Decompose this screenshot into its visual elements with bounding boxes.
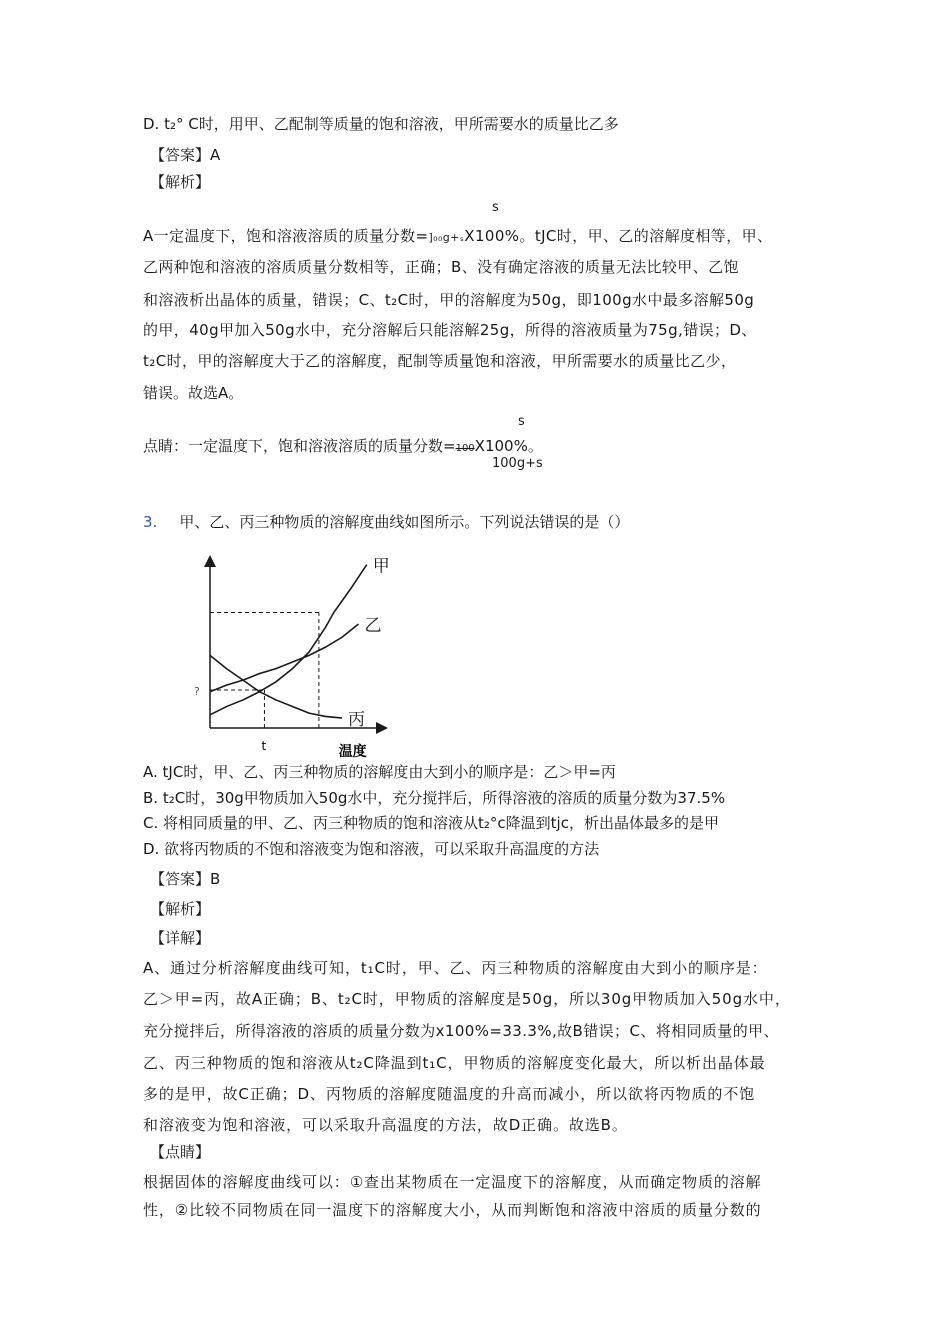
q3-option-b: B. t₂C时，30g甲物质加入50g水中，充分搅拌后，所得溶液的溶质的质量分数为37.5% xyxy=(143,789,726,807)
series-line-3 xyxy=(210,655,342,718)
q3-detail-line-6: 和溶液变为饱和溶液，可以采取升高温度的方法，故D正确。故选B。 xyxy=(143,1116,628,1134)
q3-detail-label: 【详解】 xyxy=(150,929,211,947)
q2-analysis-line-6: 错误。故选A。 xyxy=(143,384,244,402)
q3-analysis-label: 【解析】 xyxy=(150,900,211,918)
q3-detail-line-4: 乙、丙三种物质的饱和溶液从t₂C降温到t₁C，甲物质的溶解度变化最大，所以析出晶体最 xyxy=(143,1054,766,1072)
solubility-chart xyxy=(185,548,405,758)
x-tick-label: t xyxy=(261,739,267,753)
q3-tip-line-1: 根据固体的溶解度曲线可以：①查出某物质在一定温度下的溶解度，从而确定物质的溶解 xyxy=(143,1173,762,1191)
series-label-1: 甲 xyxy=(372,556,390,577)
q2-tip-fraction-denominator: 100g+s xyxy=(492,456,543,471)
q3-option-d: D. 欲将丙物质的不饱和溶液变为饱和溶液，可以采取升高温度的方法 xyxy=(143,840,600,858)
q3-detail-line-2: 乙＞甲=丙，故A正确；B、t₂C时，甲物质的溶解度是50g，所以30g甲物质加入50g水中， xyxy=(143,990,791,1008)
q2-option-d: D. t₂° C时，用甲、乙配制等质量的饱和溶液，甲所需要水的质量比乙多 xyxy=(143,115,619,133)
q2-analysis-line-2: 乙两种饱和溶液的溶质质量分数相等，正确；B、没有确定溶液的质量无法比较甲、乙饱 xyxy=(143,258,739,276)
q3-tip-line-2: 性，②比较不同物质在同一温度下的溶解度大小，从而判断饱和溶液中溶质的质量分数的 xyxy=(143,1201,762,1219)
q3-detail-line-1: A、通过分析溶解度曲线可知，t₁C时，甲、乙、丙三种物质的溶解度由大到小的顺序是： xyxy=(143,959,768,977)
q2-analysis-line-1: A一定温度下，饱和溶液溶质的质量分数=]₀₀g+ₛX100%。tJC时，甲、乙的溶解度相等，甲、 xyxy=(143,227,773,245)
series-label-2: 乙 xyxy=(364,616,382,637)
series-line-1 xyxy=(210,565,367,715)
q2-analysis-line-3: 和溶液析出晶体的质量，错误；C、t₂C时，甲的溶解度为50g，即100g水中最多溶解50g xyxy=(143,291,755,309)
x-axis-label: 温度 xyxy=(338,744,367,758)
q3-detail-line-5: 多的是甲，故C正确；D、丙物质的溶解度随温度的升高而减小，所以欲将丙物质的不饱 xyxy=(143,1085,756,1103)
series-line-2 xyxy=(210,624,359,692)
q2-tip: 点睛：一定温度下，饱和溶液溶质的质量分数=100X100%。 xyxy=(143,437,543,455)
q3-option-a: A. tJC时，甲、乙、丙三种物质的溶解度由大到小的顺序是：乙＞甲=丙 xyxy=(143,763,616,781)
q2-analysis-line-4: 的甲，40g甲加入50g水中，充分溶解后只能溶解25g，所得的溶液质量为75g,错误；D、 xyxy=(143,321,757,339)
q3-tip-label: 【点睛】 xyxy=(150,1143,211,1161)
series-label-3: 丙 xyxy=(348,710,365,731)
q3-stem: 3. 甲、乙、丙三种物质的溶解度曲线如图所示。下列说法错误的是（） xyxy=(143,513,630,531)
q2-analysis-label: 【解析】 xyxy=(150,173,211,191)
q3-detail-line-3: 充分搅拌后，所得溶液的溶质的质量分数为x100%=33.3%,故B错误；C、将相同质量的甲、 xyxy=(143,1022,779,1040)
q2-tip-fraction-numerator: s xyxy=(518,414,525,429)
q3-answer: 【答案】B xyxy=(150,870,221,888)
y-tick-label: ? xyxy=(194,685,200,699)
q3-number: 3. xyxy=(143,513,158,531)
q2-answer: 【答案】A xyxy=(150,146,221,164)
q2-fraction-numerator: s xyxy=(492,200,499,215)
q2-analysis-line-5: t₂C时，甲的溶解度大于乙的溶解度，配制等质量饱和溶液，甲所需要水的质量比乙少， xyxy=(143,352,737,370)
q3-option-c: C. 将相同质量的甲、乙、丙三种物质的饱和溶液从t₂°c降温到tjc，析出晶体最多的是甲 xyxy=(143,814,719,832)
